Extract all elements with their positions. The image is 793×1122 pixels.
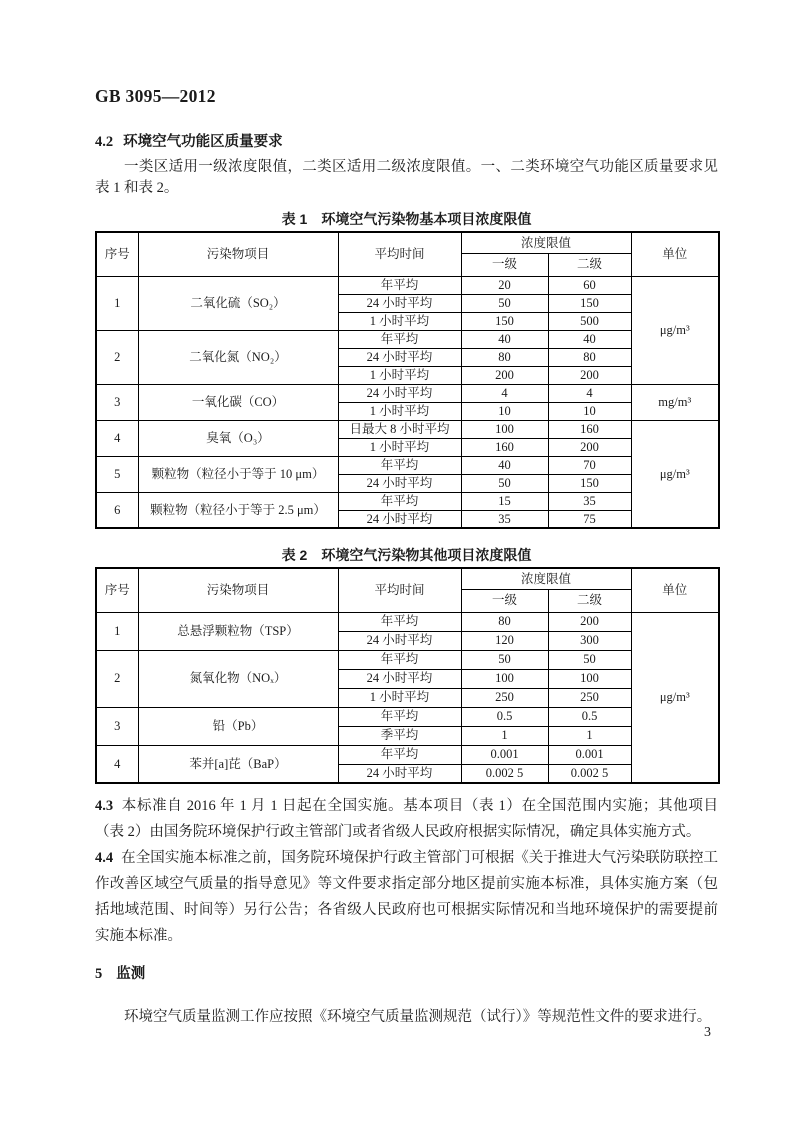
table-row: [96, 492, 719, 510]
t1-seq-pm10: 5: [96, 456, 138, 492]
table2-other-pollutant-limits: [95, 567, 720, 784]
t1-seq-no2: 2: [96, 330, 138, 384]
t2-level1-cell: 0.5: [461, 707, 548, 726]
t1-pollutant-o3: 臭氧（O₃）: [138, 420, 338, 456]
t1-level2-cell: 60: [548, 276, 631, 294]
table1-title: 表 1 环境空气污染物基本项目浓度限值: [281, 211, 532, 227]
t2-level2-cell: 100: [548, 669, 631, 688]
t2-seq-pb: 3: [96, 707, 138, 745]
t1-level2-cell: 4: [548, 384, 631, 402]
section-4-2-number: 4.2: [95, 134, 114, 150]
t1-level1-cell: 160: [461, 438, 548, 456]
table-row: [96, 276, 719, 294]
t2-level1-cell: 0.001: [461, 745, 548, 764]
t1-time-cell: 24 小时平均: [338, 384, 461, 402]
page-content: [95, 0, 718, 1028]
t2-pollutant-bap: 苯并[a]芘（BaP）: [138, 745, 338, 783]
t2-time-cell: 24 小时平均: [338, 669, 461, 688]
table2-header-level2: 二级: [548, 589, 631, 612]
t2-level2-cell: 200: [548, 612, 631, 631]
t1-pollutant-no2: 二氧化氮（NO₂）: [138, 330, 338, 384]
t1-time-cell: 1 小时平均: [338, 438, 461, 456]
t2-level2-cell: 250: [548, 688, 631, 707]
table-row: [96, 612, 719, 631]
section-5-number: 5: [95, 966, 103, 982]
table1-header-pollutant: 污染物项目: [138, 232, 338, 276]
t1-unit-group2: mg/m³: [631, 384, 719, 420]
t2-time-cell: 年平均: [338, 745, 461, 764]
section-5-title: 监测: [116, 966, 146, 982]
t1-level2-cell: 35: [548, 492, 631, 510]
standard-code-header: GB 3095—2012: [95, 86, 216, 106]
t1-level1-cell: 10: [461, 402, 548, 420]
t2-level1-cell: 1: [461, 726, 548, 745]
t1-level2-cell: 40: [548, 330, 631, 348]
table-row: [96, 330, 719, 348]
t2-level1-cell: 80: [461, 612, 548, 631]
t1-pollutant-co: 一氧化碳（CO）: [138, 384, 338, 420]
t1-level2-cell: 75: [548, 510, 631, 528]
section-4-3-paragraph: [95, 793, 718, 845]
t2-time-cell: 年平均: [338, 650, 461, 669]
table1-header-row: [96, 232, 719, 253]
t2-level2-cell: 300: [548, 631, 631, 650]
table1-header-seq: 序号: [96, 232, 138, 276]
t1-level1-cell: 150: [461, 312, 548, 330]
t2-seq-tsp: 1: [96, 612, 138, 650]
t2-seq-bap: 4: [96, 745, 138, 783]
table2-header-pollutant: 污染物项目: [138, 568, 338, 612]
t2-level1-cell: 100: [461, 669, 548, 688]
t1-level1-cell: 35: [461, 510, 548, 528]
table-row: [96, 650, 719, 669]
t1-level1-cell: 80: [461, 348, 548, 366]
t1-time-cell: 1 小时平均: [338, 402, 461, 420]
section-4-3-text: 本标准自 2016 年 1 月 1 日起在全国实施。基本项目（表 1）在全国范围内实施；其他项目（表 2）由国务院环境保护行政主管部门或者省级人民政府根据实际情况，确定具体实施方式。: [95, 798, 718, 840]
t1-level2-cell: 200: [548, 438, 631, 456]
t1-time-cell: 24 小时平均: [338, 294, 461, 312]
t1-level1-cell: 20: [461, 276, 548, 294]
t1-pollutant-pm10: 颗粒物（粒径小于等于 10 μm）: [138, 456, 338, 492]
t2-level1-cell: 50: [461, 650, 548, 669]
t2-pollutant-pb: 铅（Pb）: [138, 707, 338, 745]
t1-level2-cell: 10: [548, 402, 631, 420]
t1-time-cell: 1 小时平均: [338, 312, 461, 330]
t2-level2-cell: 0.5: [548, 707, 631, 726]
table-row: [96, 707, 719, 726]
page-number: 3: [704, 1025, 711, 1040]
section-4-3-number: 4.3: [95, 798, 114, 814]
table2-header-unit: 单位: [631, 568, 719, 612]
t1-time-cell: 24 小时平均: [338, 510, 461, 528]
table1-header-avg-time: 平均时间: [338, 232, 461, 276]
t1-time-cell: 年平均: [338, 492, 461, 510]
table2-header-seq: 序号: [96, 568, 138, 612]
table2-title: 表 2 环境空气污染物其他项目浓度限值: [281, 547, 532, 563]
table2-header-limit: 浓度限值: [461, 568, 631, 589]
t1-time-cell: 日最大 8 小时平均: [338, 420, 461, 438]
table-row: [96, 420, 719, 438]
t1-level1-cell: 15: [461, 492, 548, 510]
t2-time-cell: 季平均: [338, 726, 461, 745]
section-4-4-text: 在全国实施本标准之前，国务院环境保护行政主管部门可根据《关于推进大气污染联防联控工作改善区域空气质量的指导意见》等文件要求指定部分地区提前实施本标准，具体实施方案（包括地域范围、时间等）另行公告；各省级人民政府也可根据实际情况和当地环境保护的需要提前实施本标准。: [95, 850, 718, 944]
t2-time-cell: 24 小时平均: [338, 631, 461, 650]
table1-header-level1: 一级: [461, 253, 548, 276]
table1-header-limit: 浓度限值: [461, 232, 631, 253]
table2-header-row: [96, 568, 719, 589]
table2-header-avg-time: 平均时间: [338, 568, 461, 612]
t1-time-cell: 1 小时平均: [338, 366, 461, 384]
t1-seq-co: 3: [96, 384, 138, 420]
t1-level2-cell: 200: [548, 366, 631, 384]
t2-level1-cell: 120: [461, 631, 548, 650]
t2-level2-cell: 0.001: [548, 745, 631, 764]
table2-header-level1: 一级: [461, 589, 548, 612]
t1-time-cell: 24 小时平均: [338, 348, 461, 366]
t1-time-cell: 年平均: [338, 456, 461, 474]
section-4-2-title: 环境空气功能区质量要求: [123, 134, 283, 150]
t1-level1-cell: 40: [461, 456, 548, 474]
t1-pollutant-so2: 二氧化硫（SO₂）: [138, 276, 338, 330]
t2-level1-cell: 0.002 5: [461, 764, 548, 783]
t2-time-cell: 年平均: [338, 612, 461, 631]
t1-unit-group3: μg/m³: [631, 420, 719, 528]
t2-time-cell: 24 小时平均: [338, 764, 461, 783]
table-row: [96, 456, 719, 474]
t2-level2-cell: 0.002 5: [548, 764, 631, 783]
section-4-4-number: 4.4: [95, 850, 114, 866]
t2-unit-group: μg/m³: [631, 612, 719, 783]
t2-level1-cell: 250: [461, 688, 548, 707]
table1-header-unit: 单位: [631, 232, 719, 276]
section-5-paragraph: 环境空气质量监测工作应按照《环境空气质量监测规范（试行）》等规范性文件的要求进行。: [124, 1009, 712, 1025]
t1-seq-o3: 4: [96, 420, 138, 456]
t2-pollutant-tsp: 总悬浮颗粒物（TSP）: [138, 612, 338, 650]
t1-level2-cell: 70: [548, 456, 631, 474]
t1-level2-cell: 150: [548, 474, 631, 492]
t1-seq-so2: 1: [96, 276, 138, 330]
t1-level2-cell: 80: [548, 348, 631, 366]
t1-level1-cell: 200: [461, 366, 548, 384]
section-4-2-heading: [95, 132, 718, 152]
t1-level1-cell: 4: [461, 384, 548, 402]
t2-time-cell: 年平均: [338, 707, 461, 726]
t1-level2-cell: 150: [548, 294, 631, 312]
table1-header-level2: 二级: [548, 253, 631, 276]
t1-level1-cell: 40: [461, 330, 548, 348]
t1-level1-cell: 50: [461, 474, 548, 492]
t2-pollutant-nox: 氮氧化物（NOₓ）: [138, 650, 338, 707]
t1-level2-cell: 500: [548, 312, 631, 330]
section-5-heading: [95, 963, 718, 985]
t1-seq-pm25: 6: [96, 492, 138, 528]
t1-time-cell: 年平均: [338, 330, 461, 348]
section-4-2-paragraph: 一类区适用一级浓度限值，二类区适用二级浓度限值。一、二类环境空气功能区质量要求见表 1 和表 2。: [95, 159, 718, 196]
t1-time-cell: 年平均: [338, 276, 461, 294]
table-row: [96, 745, 719, 764]
t2-time-cell: 1 小时平均: [338, 688, 461, 707]
table-row: [96, 384, 719, 402]
t1-time-cell: 24 小时平均: [338, 474, 461, 492]
t2-seq-nox: 2: [96, 650, 138, 707]
t1-level1-cell: 50: [461, 294, 548, 312]
t1-level1-cell: 100: [461, 420, 548, 438]
section-4-4-paragraph: [95, 845, 718, 949]
table1-pollutant-limits: [95, 231, 720, 529]
t1-level2-cell: 160: [548, 420, 631, 438]
t1-unit-group1: μg/m³: [631, 276, 719, 384]
t2-level2-cell: 1: [548, 726, 631, 745]
t1-pollutant-pm25: 颗粒物（粒径小于等于 2.5 μm）: [138, 492, 338, 528]
t2-level2-cell: 50: [548, 650, 631, 669]
